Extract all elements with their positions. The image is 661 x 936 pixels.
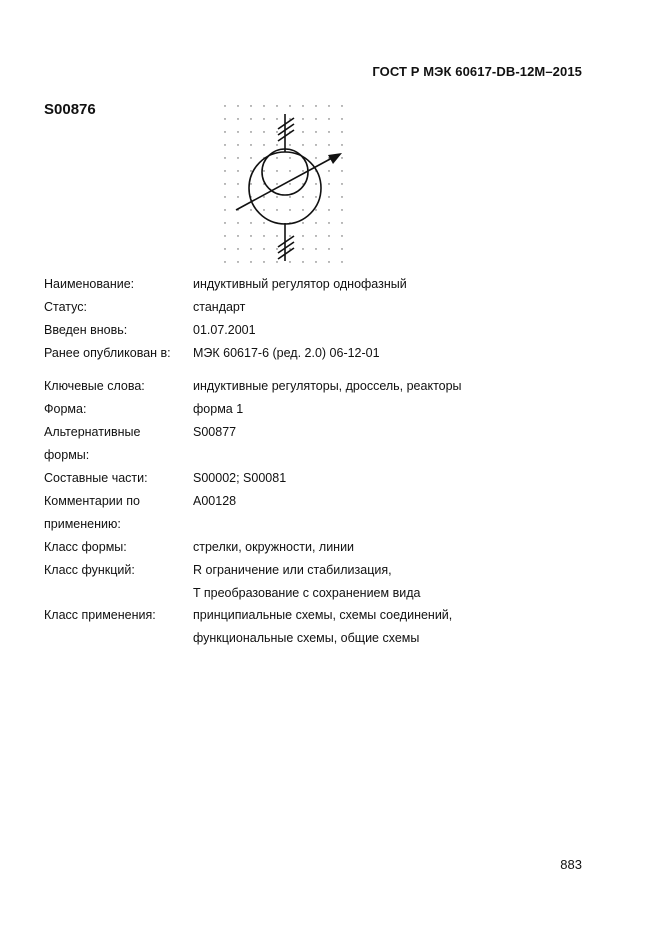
inductive-regulator-single-phase-symbol	[218, 100, 358, 272]
inner-winding-circle	[262, 149, 308, 195]
field-value: S00877	[193, 425, 237, 439]
field-value: форма 1	[193, 402, 244, 416]
field-value: принципиальные схемы, схемы соединений,	[193, 608, 453, 622]
field-value: индуктивный регулятор однофазный	[193, 277, 407, 291]
field-label-line: Комментарии по	[44, 494, 140, 508]
field-value: МЭК 60617-6 (ред. 2.0) 06-12-01	[193, 346, 380, 360]
field-label: Класс формы:	[44, 540, 127, 554]
field-label: Наименование:	[44, 277, 135, 291]
field-label-line: применению:	[44, 517, 121, 531]
outer-winding-circle	[249, 152, 321, 224]
field-label: Ранее опубликован в:	[44, 346, 171, 360]
field-label-line: формы:	[44, 448, 90, 462]
page-number: 883	[560, 857, 582, 872]
field-label: Форма:	[44, 402, 87, 416]
field-value: T преобразование с сохранением вида	[193, 586, 421, 600]
field-label: Составные части:	[44, 471, 148, 485]
field-label: Класс функций:	[44, 563, 135, 577]
field-value: A00128	[193, 494, 237, 508]
field-value: стрелки, окружности, линии	[193, 540, 355, 554]
field-value: R ограничение или стабилизация,	[193, 563, 392, 577]
field-value: функциональные схемы, общие схемы	[193, 631, 420, 645]
document-header: ГОСТ Р МЭК 60617-DB-12M–2015	[372, 64, 582, 79]
field-label	[44, 424, 140, 470]
field-label: Статус:	[44, 300, 87, 314]
field-label	[44, 493, 140, 539]
symbol-code: S00876	[44, 101, 96, 118]
field-label: Введен вновь:	[44, 323, 128, 337]
field-value: стандарт	[193, 300, 246, 314]
field-value: 01.07.2001	[193, 323, 256, 337]
arrow-head-icon	[328, 153, 342, 164]
field-value: индуктивные регуляторы, дроссель, реакторы	[193, 379, 462, 393]
field-value: S00002; S00081	[193, 471, 287, 485]
field-label: Ключевые слова:	[44, 379, 145, 393]
field-label-line: Альтернативные	[44, 425, 141, 439]
field-label: Класс применения:	[44, 608, 156, 622]
